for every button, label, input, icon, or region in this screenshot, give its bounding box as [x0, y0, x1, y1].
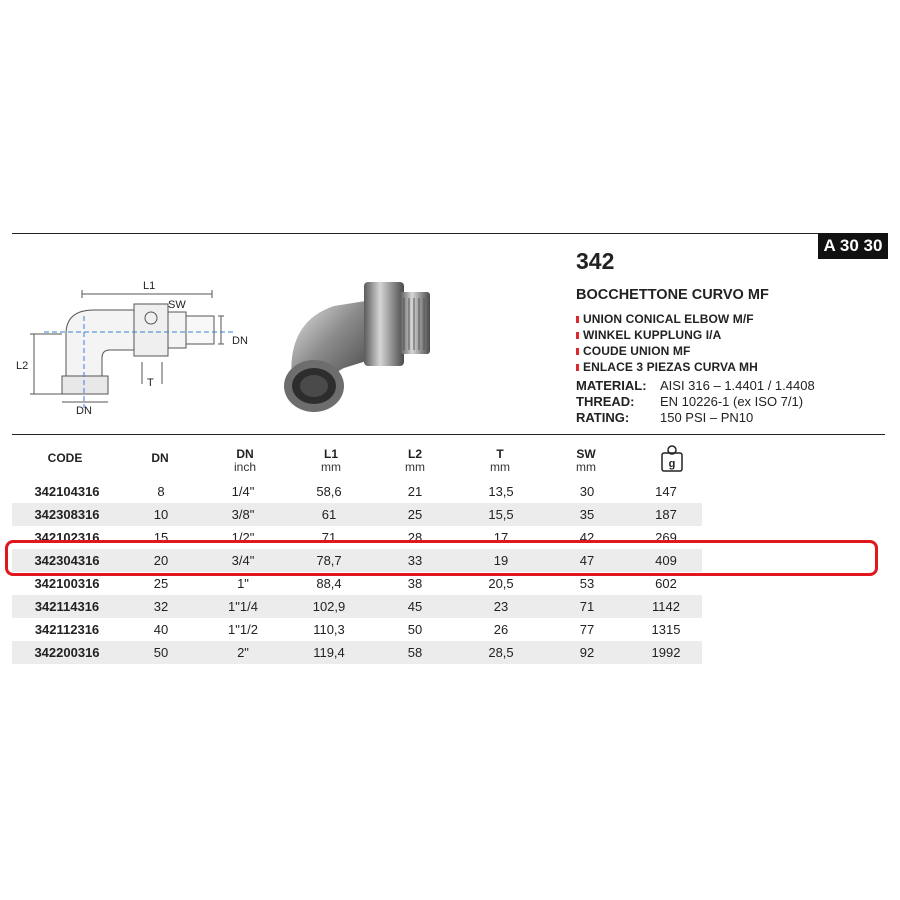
- table-cell: 25: [372, 503, 458, 526]
- table-cell: 50: [407, 622, 423, 637]
- table-cell: 20,5: [488, 576, 514, 591]
- table-cell: 50: [122, 641, 200, 664]
- table-row: [12, 641, 702, 664]
- header-t: T mm: [490, 447, 510, 474]
- table-cell: 3/4": [200, 549, 286, 572]
- bullet-icon: [576, 348, 579, 355]
- name-es: ENLACE 3 PIEZAS CURVA MH: [576, 359, 758, 375]
- table-cell: 23: [458, 595, 544, 618]
- label-dn-right: DN: [232, 335, 248, 347]
- technical-drawing: [14, 276, 254, 416]
- table-cell: 40: [153, 622, 169, 637]
- spec-rating: RATING: 150 PSI – PN10: [576, 410, 754, 425]
- table-cell: 1/2": [231, 530, 255, 545]
- bullet-icon: [576, 332, 579, 339]
- weight-icon: [658, 444, 686, 474]
- table-cell: 10: [122, 503, 200, 526]
- table-cell: 30: [579, 484, 595, 499]
- spec-material: MATERIAL: AISI 316 – 1.4401 / 1.4408: [576, 378, 815, 393]
- table-cell: 58,6: [316, 484, 342, 499]
- table-cell: 38: [407, 576, 423, 591]
- cell-code: 342308316: [12, 503, 122, 526]
- table-cell: 1"1/2: [228, 622, 258, 637]
- label-l2: L2: [16, 360, 29, 372]
- table-cell: 53: [579, 576, 595, 591]
- product-names-list: [576, 311, 758, 375]
- label-l1: L1: [143, 280, 156, 292]
- table-cell: 78,7: [286, 549, 372, 572]
- table-cell: 110,3: [313, 622, 345, 637]
- spec-thread: THREAD: EN 10226-1 (ex ISO 7/1): [576, 394, 804, 409]
- table-cell: 32: [122, 595, 200, 618]
- table-cell: 71: [544, 595, 630, 618]
- table-cell: 28: [407, 530, 423, 545]
- header-l2: L2 mm: [405, 447, 425, 474]
- svg-text:g: g: [668, 458, 676, 470]
- table-cell: 13,5: [488, 484, 514, 499]
- table-cell: 409: [630, 549, 702, 572]
- cell-code: 342304316: [12, 549, 122, 572]
- header-code: CODE: [47, 451, 83, 465]
- header-l1: L1 mm: [321, 447, 341, 474]
- name-en: UNION CONICAL ELBOW M/F: [576, 311, 758, 327]
- name-de: WINKEL KUPPLUNG I/A: [576, 327, 758, 343]
- specs-block: [576, 378, 815, 426]
- label-sw: SW: [168, 299, 186, 311]
- table-cell: 119,4: [286, 641, 372, 664]
- table-row: [12, 503, 702, 526]
- cell-code: 342104316: [34, 484, 100, 499]
- table-cell: 8: [157, 484, 165, 499]
- product-number: 342: [576, 248, 615, 274]
- highlighted-row-frame: [5, 540, 878, 576]
- table-row: [12, 595, 702, 618]
- table-cell: 77: [579, 622, 595, 637]
- bullet-icon: [576, 316, 579, 323]
- table-row: [12, 618, 702, 641]
- table-cell: 187: [630, 503, 702, 526]
- table-row: [12, 480, 702, 503]
- table-cell: 2": [200, 641, 286, 664]
- product-photo: [272, 262, 447, 422]
- cell-code: 342200316: [12, 641, 122, 664]
- table-cell: 1"1/4: [200, 595, 286, 618]
- label-dn-bottom: DN: [76, 405, 92, 416]
- table-cell: 1315: [651, 622, 681, 637]
- cell-code: 342102316: [34, 530, 100, 545]
- table-cell: 92: [544, 641, 630, 664]
- table-divider: [12, 434, 885, 435]
- table-cell: 20: [122, 549, 200, 572]
- cell-code: 342112316: [34, 622, 100, 637]
- top-divider: [12, 233, 818, 234]
- table-cell: 35: [544, 503, 630, 526]
- cell-code: 342114316: [12, 595, 122, 618]
- table-cell: 3/8": [200, 503, 286, 526]
- table-cell: 71: [321, 530, 337, 545]
- label-t: T: [147, 377, 154, 389]
- cell-code: 342100316: [34, 576, 100, 591]
- header-dn: DN: [151, 451, 169, 465]
- table-cell: 269: [655, 530, 677, 545]
- table-cell: 28,5: [458, 641, 544, 664]
- table-cell: 1142: [630, 595, 702, 618]
- catalog-badge: A 30 30: [818, 233, 888, 259]
- table-cell: 61: [286, 503, 372, 526]
- table-cell: 1": [237, 576, 249, 591]
- table-cell: 1992: [630, 641, 702, 664]
- table-cell: 1/4": [231, 484, 255, 499]
- table-cell: 15,5: [458, 503, 544, 526]
- table-cell: 25: [153, 576, 169, 591]
- table-cell: 88,4: [316, 576, 342, 591]
- table-cell: 47: [544, 549, 630, 572]
- table-cell: 33: [372, 549, 458, 572]
- table-cell: 42: [579, 530, 595, 545]
- product-title: BOCCHETTONE CURVO MF: [576, 287, 769, 303]
- table-cell: 102,9: [286, 595, 372, 618]
- table-cell: 45: [372, 595, 458, 618]
- table-cell: 15: [153, 530, 169, 545]
- header-sw: SW mm: [576, 447, 596, 474]
- header-dn-inch: DN inch: [233, 447, 256, 474]
- bullet-icon: [576, 364, 579, 371]
- table-cell: 17: [493, 530, 509, 545]
- table-cell: 21: [407, 484, 423, 499]
- table-cell: 26: [493, 622, 509, 637]
- name-fr: COUDE UNION MF: [576, 343, 758, 359]
- table-cell: 147: [655, 484, 677, 499]
- table-cell: 58: [372, 641, 458, 664]
- table-cell: 19: [458, 549, 544, 572]
- table-cell: 602: [655, 576, 677, 591]
